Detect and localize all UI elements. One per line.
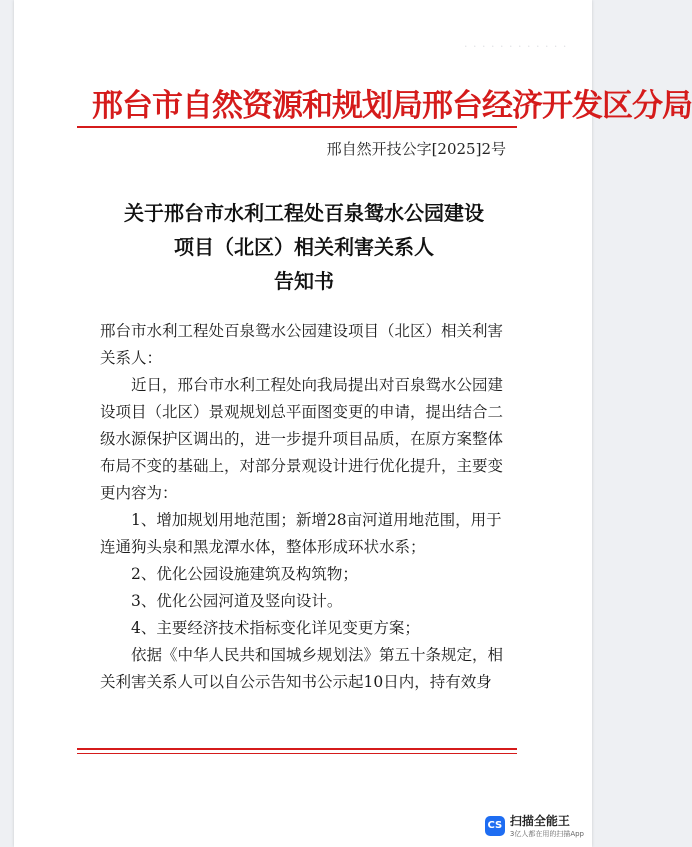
footer-red-rule-bottom xyxy=(77,753,517,754)
header-red-rule xyxy=(77,126,517,128)
notice-body xyxy=(100,318,516,696)
change-item-1: 1、增加规划用地范围；新增28亩河道用地范围，用于连通狗头泉和黑龙潭水体，整体形成环状水系； xyxy=(100,511,502,556)
paragraph-legal-basis: 依据《中华人民共和国城乡规划法》第五十条规定，相关利害关系人可以自公示告知书公示起10日内，持有效身 xyxy=(100,646,504,691)
scanner-watermark xyxy=(485,812,584,839)
scanner-app-tagline: 3亿人都在用的扫描App xyxy=(509,830,584,838)
org-header-title: 邢台市自然资源和规划局邢台经济开发区分局 xyxy=(92,88,692,124)
camscanner-logo-icon: CS xyxy=(485,816,505,836)
document-page xyxy=(14,0,692,847)
paragraph-request: 近日，邢台市水利工程处向我局提出对百泉鸳水公园建设项目（北区）景观规划总平面图变更的申请，提出结合二级水源保护区调出的，进一步提升项目品质，在原方案整体布局不变的基础上，对部分景观设计进行优化提升，主要变更内容为： xyxy=(100,376,504,502)
document-number: 邢自然开技公字[2025]2号 xyxy=(326,140,506,158)
scanner-app-name: 扫描全能王 xyxy=(509,814,570,828)
footer-red-rule-top xyxy=(77,748,517,750)
change-item-4: 4、主要经济技术指标变化详见变更方案； xyxy=(131,619,420,637)
notice-title-line3: 告知书 xyxy=(274,269,334,293)
notice-title-line2: 项目（北区）相关利害关系人 xyxy=(174,235,434,259)
change-item-3: 3、优化公园河道及竖向设计。 xyxy=(131,592,343,610)
change-item-2: 2、优化公园设施建筑及构筑物； xyxy=(131,565,358,583)
salutation: 邢台市水利工程处百泉鸳水公园建设项目（北区）相关利害关系人： xyxy=(100,322,504,367)
notice-title-line1: 关于邢台市水利工程处百泉鸳水公园建设 xyxy=(124,201,484,225)
bleed-through-text: · · · · · · · · · · · · xyxy=(464,40,568,53)
